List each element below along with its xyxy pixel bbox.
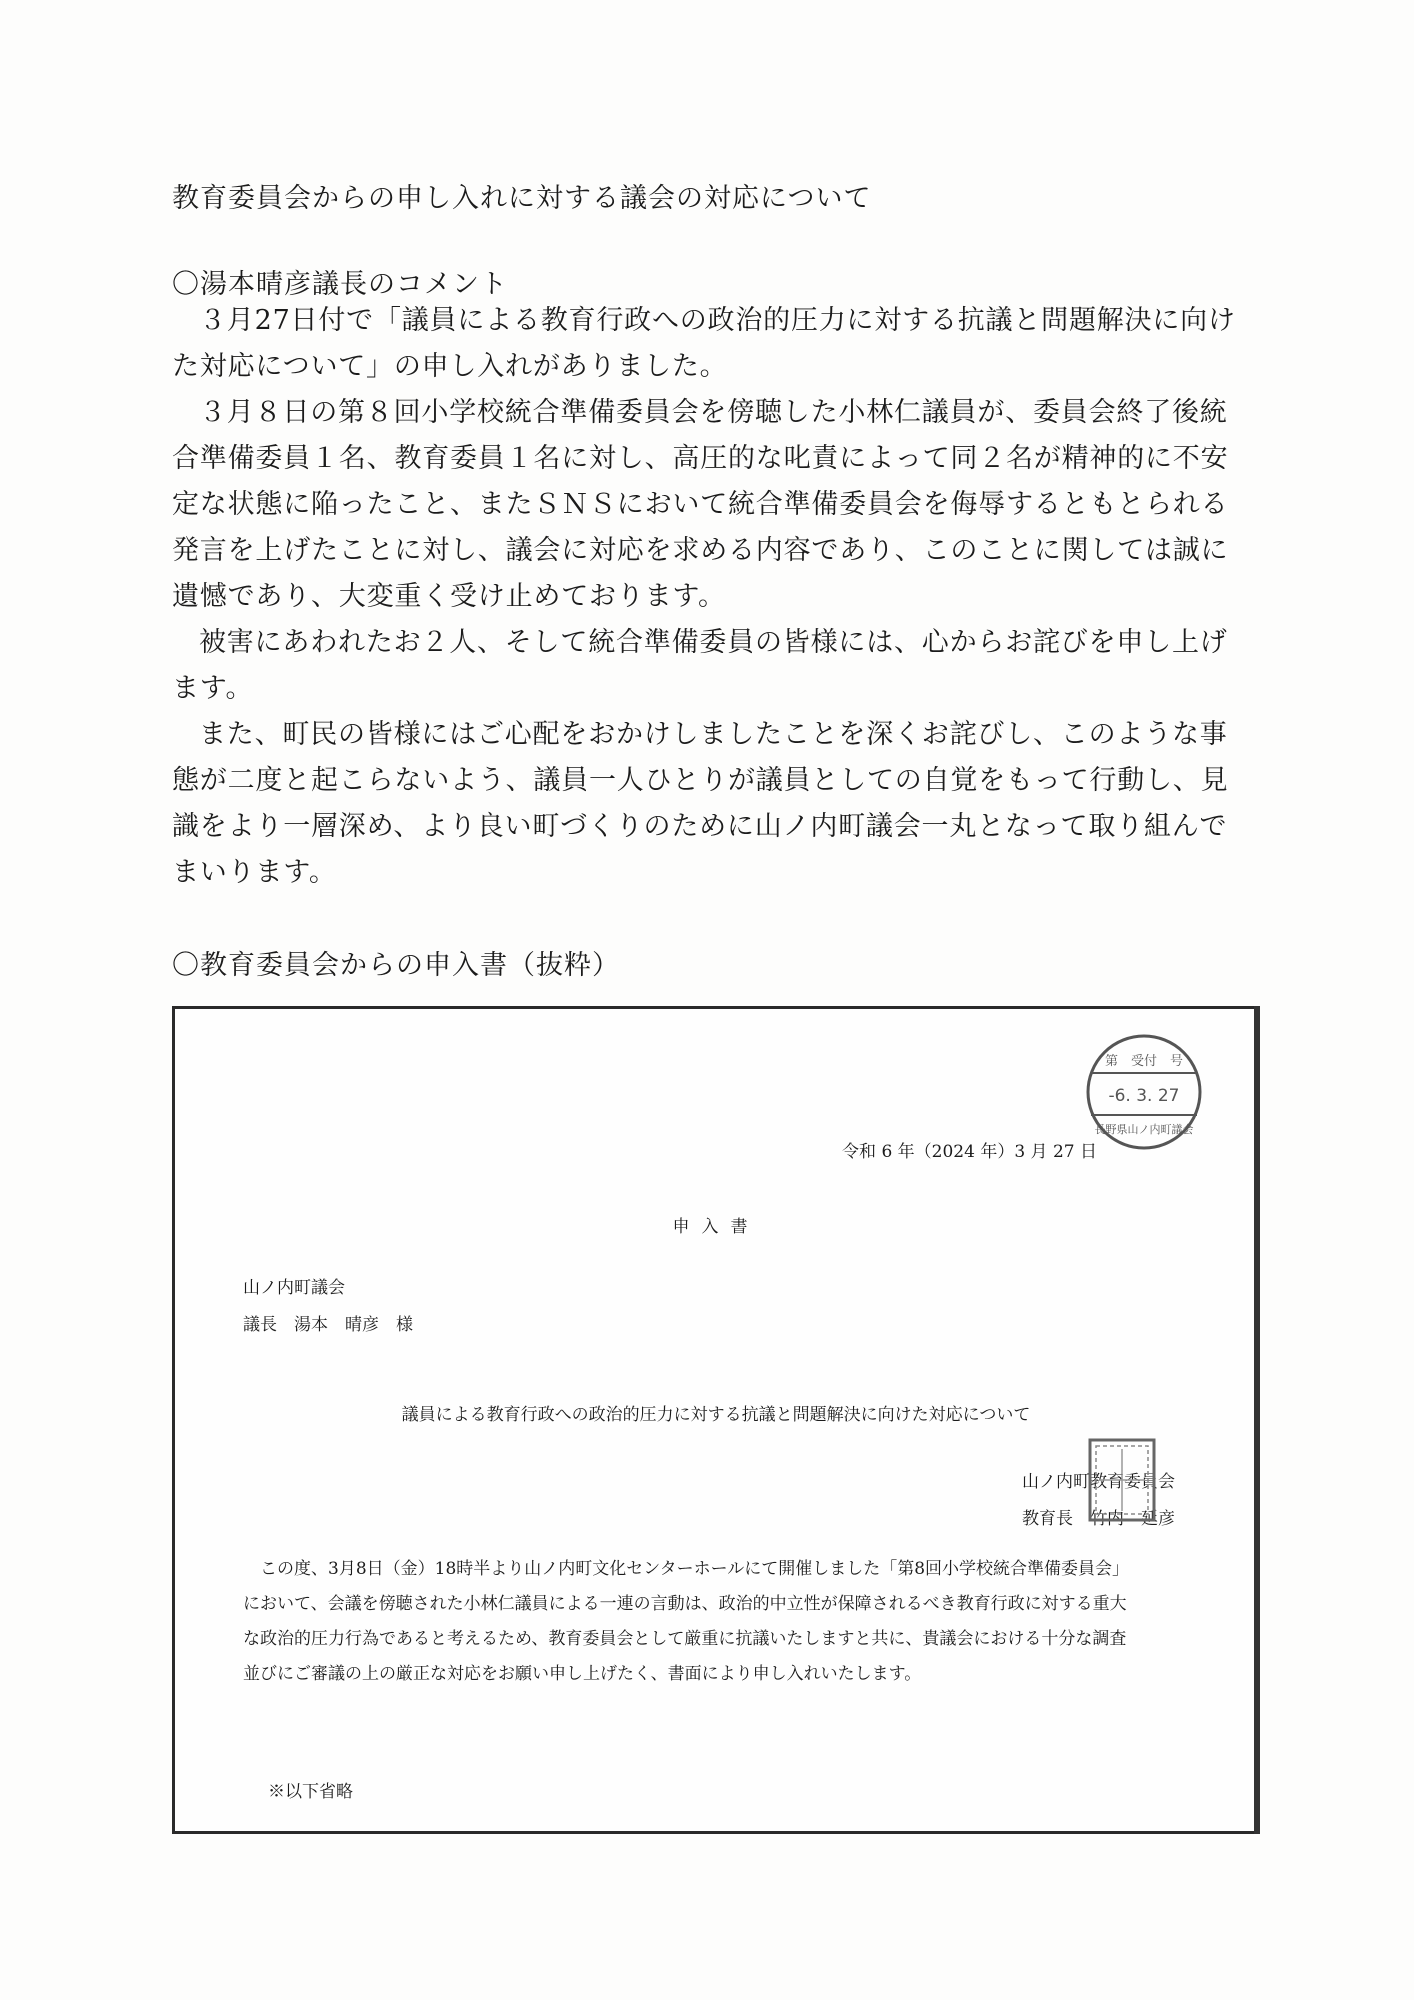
- sender-person: 教育長 竹内 延彦: [1022, 1509, 1175, 1529]
- official-seal: [1087, 1437, 1157, 1523]
- comment-paragraph: ３月27日付で「議員による教育行政への政治的圧力に対する抗議と問題解決に向けた対応について」の申し入れがありました。: [172, 305, 1236, 382]
- sender-organization: 山ノ内町教育委員会: [1022, 1472, 1175, 1492]
- receipt-stamp: [1083, 1031, 1205, 1153]
- comment-paragraph: ３月８日の第８回小学校統合準備委員会を傍聴した小林仁議員が、委員会終了後統合準備委員１名、教育委員１名に対し、高圧的な叱責によって同２名が精神的に不安定な状態に陥ったこと、またＳＮＳにおいて統合準備委員会を侮辱するともとられる発言を上げたことに対し、議会に対応を求める内容であり、このことに関しては誠に遺憾であり、大変重く受け止めております。: [172, 397, 1229, 612]
- comment-heading: 〇湯本晴彦議長のコメント: [172, 269, 508, 300]
- comment-paragraph: また、町民の皆様にはご心配をおかけしましたことを深くお詫びし、このような事態が二度と起こらないよう、議員一人ひとりが議員としての自覚をもって行動し、見識をより一層深め、より良い町づくりのために山ノ内町議会一丸となって取り組んでまいります。: [172, 719, 1229, 888]
- comment-body: [172, 298, 1252, 896]
- comment-paragraph: 被害にあわれたお２人、そして統合準備委員の皆様には、心からお詫びを申し上げます。: [172, 627, 1228, 704]
- page-title: 教育委員会からの申し入れに対する議会の対応について: [172, 183, 872, 214]
- addressee-person: 議長 湯本 晴彦 様: [243, 1315, 413, 1335]
- addressee-organization: 山ノ内町議会: [243, 1278, 345, 1298]
- receipt-stamp-bottom: 長野県山ノ内町議会: [1094, 1123, 1194, 1136]
- document-heading: 申入書: [672, 1217, 760, 1237]
- excerpt-heading: 〇教育委員会からの申入書（抜粋）: [172, 950, 620, 981]
- receipt-stamp-top: 第 受付 号: [1104, 1054, 1184, 1069]
- addressee: [243, 1270, 413, 1344]
- receipt-stamp-date: -6. 3. 27: [1108, 1086, 1180, 1106]
- document-body-text: この度、3月8日（金）18時半より山ノ内町文化センターホールにて開催しました「第8回小学校統合準備委員会」において、会議を傍聴された小林仁議員による一連の言動は、政治的中立性が保障されるべき教育行政に対する重大な政治的圧力行為であると考えるため、教育委員会として厳重に抗議いたしますと共に、貴議会における十分な調査並びにご審議の上の厳正な対応をお願い申し上げたく、書面により申し入れいたします。: [243, 1559, 1130, 1684]
- petition-document: [172, 1006, 1260, 1834]
- document-subject: 議員による教育行政への政治的圧力に対する抗議と問題解決に向けた対応について: [401, 1405, 1031, 1425]
- omitted-note: ※以下省略: [268, 1782, 353, 1802]
- document-date: 令和 6 年（2024 年）3 月 27 日: [842, 1142, 1097, 1162]
- document-body: [243, 1552, 1133, 1692]
